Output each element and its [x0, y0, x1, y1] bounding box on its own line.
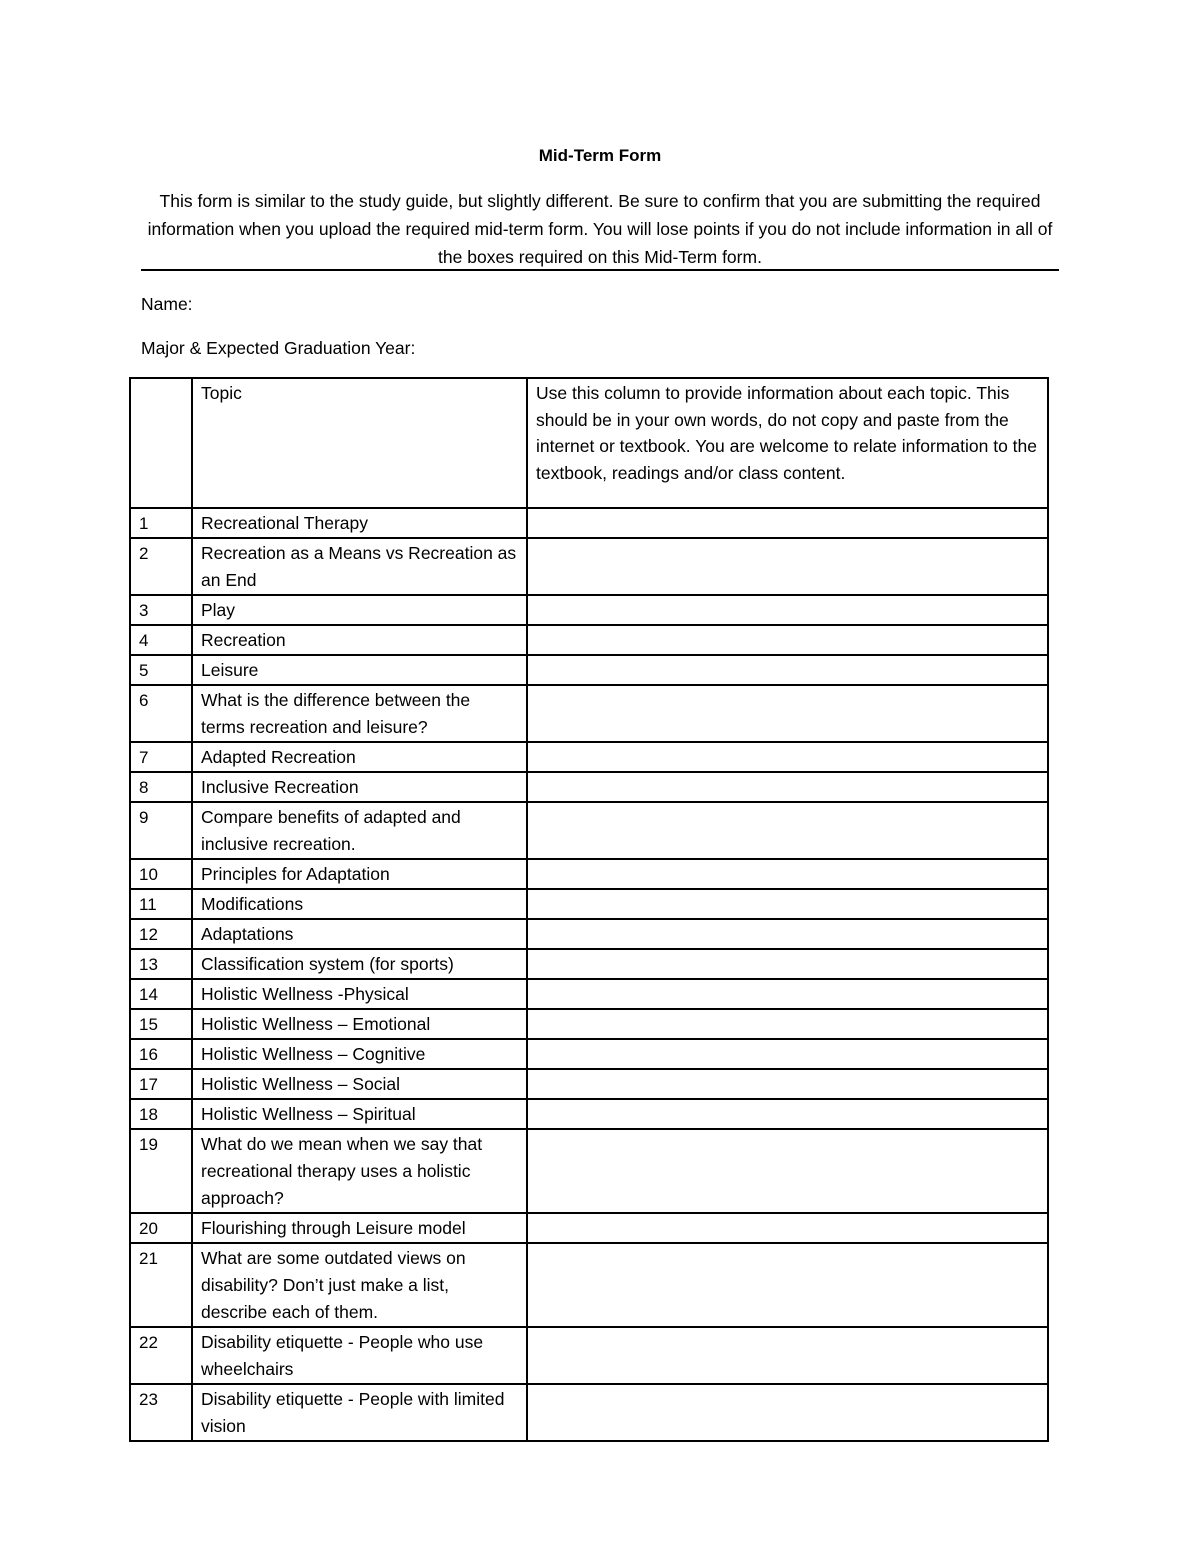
row-topic-cell: What are some outdated views on disability? Don’t just make a list, describe each of them. [192, 1243, 527, 1327]
header-info-cell: Use this column to provide information about each topic. This should be in your own words, do not copy and paste from the internet or textbook. You are welcome to relate information to the textbook, readings and/or class content. [527, 378, 1048, 508]
row-topic-cell: Flourishing through Leisure model [192, 1213, 527, 1243]
row-number-cell: 18 [130, 1099, 192, 1129]
row-answer-cell[interactable] [527, 1069, 1048, 1099]
table-row [130, 1039, 1048, 1069]
row-topic-cell: Play [192, 595, 527, 625]
table-row [130, 949, 1048, 979]
row-number-cell: 13 [130, 949, 192, 979]
row-topic-cell: Leisure [192, 655, 527, 685]
row-answer-cell[interactable] [527, 802, 1048, 859]
row-topic-cell: Recreational Therapy [192, 508, 527, 538]
row-answer-cell[interactable] [527, 1039, 1048, 1069]
row-answer-cell[interactable] [527, 1243, 1048, 1327]
row-topic-cell: Disability etiquette - People who use wheelchairs [192, 1327, 527, 1384]
table-row [130, 772, 1048, 802]
header-topic-cell: Topic [192, 378, 527, 508]
topics-table-body [130, 378, 1048, 1441]
row-topic-cell: Recreation [192, 625, 527, 655]
row-number-cell: 9 [130, 802, 192, 859]
row-answer-cell[interactable] [527, 742, 1048, 772]
row-answer-cell[interactable] [527, 685, 1048, 742]
row-number-cell: 6 [130, 685, 192, 742]
row-topic-cell: Holistic Wellness – Spiritual [192, 1099, 527, 1129]
row-topic-cell: Holistic Wellness – Emotional [192, 1009, 527, 1039]
row-topic-cell: Disability etiquette - People with limited vision [192, 1384, 527, 1441]
horizontal-divider [141, 269, 1059, 271]
row-answer-cell[interactable] [527, 859, 1048, 889]
row-answer-cell[interactable] [527, 538, 1048, 595]
row-number-cell: 1 [130, 508, 192, 538]
topics-table [129, 377, 1049, 1442]
row-number-cell: 17 [130, 1069, 192, 1099]
table-row [130, 685, 1048, 742]
row-answer-cell[interactable] [527, 1213, 1048, 1243]
row-number-cell: 20 [130, 1213, 192, 1243]
row-answer-cell[interactable] [527, 1009, 1048, 1039]
row-answer-cell[interactable] [527, 889, 1048, 919]
table-header-row [130, 378, 1048, 508]
table-row [130, 1009, 1048, 1039]
row-answer-cell[interactable] [527, 772, 1048, 802]
row-number-cell: 5 [130, 655, 192, 685]
row-topic-cell: Holistic Wellness -Physical [192, 979, 527, 1009]
row-number-cell: 23 [130, 1384, 192, 1441]
row-number-cell: 7 [130, 742, 192, 772]
row-answer-cell[interactable] [527, 1129, 1048, 1213]
table-row [130, 802, 1048, 859]
row-number-cell: 11 [130, 889, 192, 919]
table-row [130, 1213, 1048, 1243]
table-row [130, 625, 1048, 655]
header-number-cell [130, 378, 192, 508]
table-row [130, 742, 1048, 772]
row-answer-cell[interactable] [527, 919, 1048, 949]
row-number-cell: 19 [130, 1129, 192, 1213]
major-graduation-label: Major & Expected Graduation Year: [141, 338, 416, 358]
table-row [130, 979, 1048, 1009]
row-topic-cell: Inclusive Recreation [192, 772, 527, 802]
row-topic-cell: Classification system (for sports) [192, 949, 527, 979]
table-row [130, 919, 1048, 949]
table-row [130, 1099, 1048, 1129]
intro-paragraph: This form is similar to the study guide, but slightly different. Be sure to confirm that you are submitting the required information when you upload the required mid-term form. You will lose points if you do not include information in all of the boxes required on this Mid-Term form. [147, 191, 1053, 267]
row-topic-cell: What is the difference between the terms recreation and leisure? [192, 685, 527, 742]
row-number-cell: 4 [130, 625, 192, 655]
row-answer-cell[interactable] [527, 625, 1048, 655]
row-topic-cell: Principles for Adaptation [192, 859, 527, 889]
row-number-cell: 2 [130, 538, 192, 595]
table-row [130, 1384, 1048, 1441]
row-topic-cell: Modifications [192, 889, 527, 919]
row-topic-cell: Adapted Recreation [192, 742, 527, 772]
table-row [130, 859, 1048, 889]
table-row [130, 1069, 1048, 1099]
row-number-cell: 21 [130, 1243, 192, 1327]
row-number-cell: 16 [130, 1039, 192, 1069]
row-answer-cell[interactable] [527, 1099, 1048, 1129]
row-answer-cell[interactable] [527, 508, 1048, 538]
row-number-cell: 14 [130, 979, 192, 1009]
page-title: Mid-Term Form [538, 146, 662, 165]
name-label: Name: [141, 294, 193, 314]
row-topic-cell: Compare benefits of adapted and inclusive recreation. [192, 802, 527, 859]
row-answer-cell[interactable] [527, 979, 1048, 1009]
row-topic-cell: Holistic Wellness – Cognitive [192, 1039, 527, 1069]
table-row [130, 1129, 1048, 1213]
row-number-cell: 22 [130, 1327, 192, 1384]
row-answer-cell[interactable] [527, 595, 1048, 625]
row-number-cell: 15 [130, 1009, 192, 1039]
row-answer-cell[interactable] [527, 949, 1048, 979]
table-row [130, 1243, 1048, 1327]
row-number-cell: 12 [130, 919, 192, 949]
row-number-cell: 3 [130, 595, 192, 625]
row-number-cell: 10 [130, 859, 192, 889]
table-row [130, 595, 1048, 625]
table-row [130, 655, 1048, 685]
row-topic-cell: Recreation as a Means vs Recreation as an End [192, 538, 527, 595]
row-topic-cell: Holistic Wellness – Social [192, 1069, 527, 1099]
row-topic-cell: Adaptations [192, 919, 527, 949]
row-answer-cell[interactable] [527, 1384, 1048, 1441]
row-number-cell: 8 [130, 772, 192, 802]
row-answer-cell[interactable] [527, 655, 1048, 685]
table-row [130, 538, 1048, 595]
table-row [130, 889, 1048, 919]
row-topic-cell: What do we mean when we say that recreational therapy uses a holistic approach? [192, 1129, 527, 1213]
table-row [130, 1327, 1048, 1384]
table-row [130, 508, 1048, 538]
row-answer-cell[interactable] [527, 1327, 1048, 1384]
